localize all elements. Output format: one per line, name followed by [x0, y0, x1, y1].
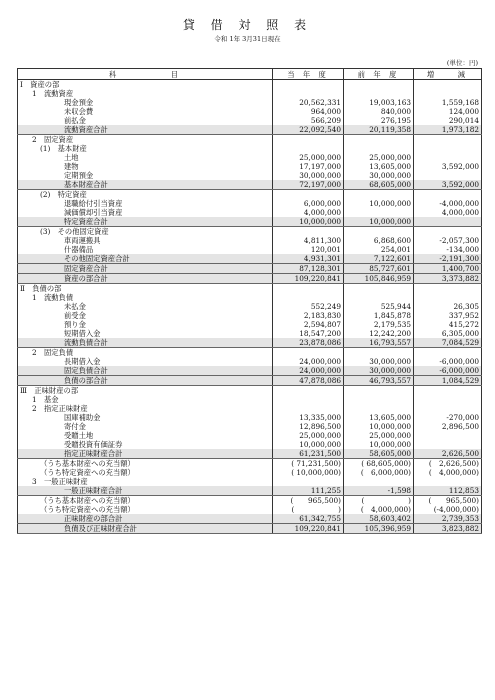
previous-year-value: ( 6,000,000): [344, 468, 414, 477]
change-value: [414, 386, 482, 396]
current-year-value: 4,811,300: [273, 236, 344, 245]
table-row: [18, 395, 482, 404]
current-year-value: [273, 386, 344, 396]
previous-year-value: 30,000,000: [344, 171, 414, 180]
change-value: -2,057,300: [439, 236, 479, 245]
account-label: （うち基本財産への充当額）: [18, 459, 273, 469]
change-value: -6,000,000: [439, 357, 479, 366]
previous-year-value: 85,727,601: [344, 264, 414, 274]
account-label: (3) その他固定資産: [18, 227, 273, 237]
change-value: [414, 404, 482, 413]
current-year-value: 24,000,000: [273, 366, 344, 376]
table-row: [18, 329, 482, 338]
previous-year-value: [344, 293, 414, 302]
change-value: [414, 217, 482, 227]
account-label: 前受金: [18, 311, 273, 320]
previous-year-value: 6,868,600: [344, 236, 414, 245]
account-label: 流動負債合計: [18, 338, 273, 348]
current-year-value: 30,000,000: [273, 171, 344, 180]
current-year-value: 13,335,000: [273, 413, 344, 422]
change-value: 2,896,500: [441, 422, 479, 431]
account-label: 未収会費: [18, 107, 273, 116]
previous-year-value: [344, 190, 414, 200]
change-value: 112,853: [414, 486, 482, 496]
table-row: [18, 208, 482, 217]
subtotal-row: [18, 264, 482, 274]
current-year-value: 120,001: [273, 245, 344, 254]
table-row: [18, 505, 482, 514]
previous-year-value: 10,000,000: [344, 217, 414, 227]
account-label: Ⅲ 正味財産の部: [18, 386, 273, 396]
previous-year-value: [344, 144, 414, 153]
current-year-value: [273, 348, 344, 358]
previous-year-value: 68,605,000: [344, 180, 414, 190]
previous-year-value: 58,603,402: [344, 514, 414, 524]
previous-year-value: 13,605,000: [344, 162, 414, 171]
account-label: Ⅰ 資産の部: [18, 80, 273, 90]
subtotal-row: [18, 514, 482, 524]
account-label: 国庫補助金: [18, 413, 273, 422]
table-row: [18, 162, 482, 171]
header-change: 増 減: [414, 69, 482, 80]
change-value: ( 4,000,000): [428, 468, 479, 477]
current-year-value: ( 965,500): [273, 496, 344, 506]
change-value: -6,000,000: [414, 366, 482, 376]
current-year-value: [273, 135, 344, 145]
previous-year-value: 19,003,163: [344, 98, 414, 107]
table-row: [18, 153, 482, 162]
account-label: 定期預金: [18, 171, 273, 180]
header-account: 科 目: [18, 69, 273, 80]
account-label: 3 一般正味財産: [18, 477, 273, 486]
current-year-value: [273, 395, 344, 404]
account-label: その他固定資産合計: [18, 254, 273, 264]
change-value: 124,000: [448, 107, 479, 116]
table-header-row: [18, 69, 482, 80]
document-date: 令和 1年 3月31日現在: [214, 35, 281, 43]
previous-year-value: 10,000,000: [344, 440, 414, 449]
current-year-value: 10,000,000: [273, 440, 344, 449]
document-title: 貸 借 対 照 表: [182, 18, 313, 32]
current-year-value: 61,231,500: [273, 449, 344, 459]
table-row: [18, 431, 482, 440]
previous-year-value: [344, 284, 414, 294]
subtotal-row: [18, 217, 482, 227]
change-value: [414, 431, 482, 440]
account-label: 受贈投資有価証券: [18, 440, 273, 449]
previous-year-value: [344, 404, 414, 413]
table-row: [18, 496, 482, 506]
previous-year-value: ( 68,605,000): [344, 459, 414, 469]
current-year-value: [273, 404, 344, 413]
account-label: 減価償却引当資産: [18, 208, 273, 217]
change-value: [414, 190, 482, 200]
table-row: [18, 284, 482, 294]
account-label: 車両運搬具: [18, 236, 273, 245]
previous-year-value: 25,000,000: [344, 431, 414, 440]
change-value: 1,084,529: [414, 376, 482, 386]
table-row: [18, 477, 482, 486]
current-year-value: [273, 477, 344, 486]
previous-year-value: 1,845,878: [344, 311, 414, 320]
subtotal-row: [18, 524, 482, 534]
change-value: -4,000,000: [439, 199, 479, 208]
current-year-value: [273, 227, 344, 237]
current-year-value: 2,594,807: [273, 320, 344, 329]
account-label: 資産の部合計: [18, 274, 273, 284]
subtotal-row: [18, 486, 482, 496]
current-year-value: 61,342,755: [273, 514, 344, 524]
change-value: [414, 80, 482, 90]
previous-year-value: 525,944: [344, 302, 414, 311]
change-value: 415,272: [448, 320, 479, 329]
previous-year-value: 58,605,000: [344, 449, 414, 459]
current-year-value: 25,000,000: [273, 153, 344, 162]
change-value: [414, 477, 482, 486]
change-value: 26,305: [453, 302, 479, 311]
change-value: (-4,000,000): [433, 505, 479, 514]
table-row: [18, 357, 482, 366]
current-year-value: [273, 80, 344, 90]
change-value: 3,373,882: [414, 274, 482, 284]
previous-year-value: 276,195: [344, 116, 414, 125]
table-row: [18, 89, 482, 98]
previous-year-value: [344, 477, 414, 486]
table-row: [18, 80, 482, 90]
current-year-value: 10,000,000: [273, 217, 344, 227]
table-row: [18, 348, 482, 358]
table-row: [18, 171, 482, 180]
previous-year-value: 13,605,000: [344, 413, 414, 422]
current-year-value: [273, 284, 344, 294]
account-label: (2) 特定資産: [18, 190, 273, 200]
subtotal-row: [18, 274, 482, 284]
account-label: 2 指定正味財産: [18, 404, 273, 413]
current-year-value: ( 71,231,500): [273, 459, 344, 469]
account-label: 負債の部合計: [18, 376, 273, 386]
current-year-value: 25,000,000: [273, 431, 344, 440]
subtotal-row: [18, 338, 482, 348]
subtotal-row: [18, 125, 482, 135]
previous-year-value: ( ): [344, 496, 414, 506]
table-row: [18, 440, 482, 449]
current-year-value: 72,197,000: [273, 180, 344, 190]
table-row: [18, 320, 482, 329]
change-value: [414, 440, 482, 449]
subtotal-row: [18, 376, 482, 386]
current-year-value: 4,931,301: [273, 254, 344, 264]
previous-year-value: 2,179,535: [344, 320, 414, 329]
account-label: 特定資産合計: [18, 217, 273, 227]
account-label: 2 固定資産: [18, 135, 273, 145]
account-label: 現金預金: [18, 98, 273, 107]
account-label: Ⅱ 負債の部: [18, 284, 273, 294]
current-year-value: [273, 190, 344, 200]
change-value: ( 2,626,500): [428, 459, 479, 468]
previous-year-value: 20,119,358: [344, 125, 414, 135]
account-label: 1 基金: [18, 395, 273, 404]
account-label: 受贈土地: [18, 431, 273, 440]
table-row: [18, 311, 482, 320]
current-year-value: 566,209: [273, 116, 344, 125]
table-row: [18, 144, 482, 153]
table-row: [18, 404, 482, 413]
previous-year-value: 12,242,200: [344, 329, 414, 338]
previous-year-value: 105,846,959: [344, 274, 414, 284]
current-year-value: 109,220,841: [273, 524, 344, 534]
current-year-value: 964,000: [273, 107, 344, 116]
account-label: 土地: [18, 153, 273, 162]
current-year-value: 6,000,000: [273, 199, 344, 208]
account-label: 寄付金: [18, 422, 273, 431]
current-year-value: [273, 293, 344, 302]
current-year-value: [273, 144, 344, 153]
account-label: (1) 基本財産: [18, 144, 273, 153]
table-row: [18, 199, 482, 208]
previous-year-value: -1,598: [344, 486, 414, 496]
table-row: [18, 459, 482, 469]
change-value: 1,973,182: [414, 125, 482, 135]
change-value: [414, 348, 482, 358]
change-value: 337,952: [448, 311, 479, 320]
previous-year-value: 10,000,000: [344, 422, 414, 431]
current-year-value: 47,878,086: [273, 376, 344, 386]
table-row: [18, 190, 482, 200]
account-label: 正味財産の部合計: [18, 514, 273, 524]
change-value: [414, 171, 482, 180]
change-value: -134,000: [446, 245, 479, 254]
header-previous-year: 前 年 度: [344, 69, 414, 80]
change-value: 290,014: [448, 116, 479, 125]
previous-year-value: 30,000,000: [344, 366, 414, 376]
account-label: （うち基本財産への充当額）: [18, 496, 273, 506]
current-year-value: 552,249: [273, 302, 344, 311]
unit-label: (単位：円): [446, 59, 478, 67]
current-year-value: 24,000,000: [273, 357, 344, 366]
table-row: [18, 227, 482, 237]
current-year-value: 17,197,000: [273, 162, 344, 171]
previous-year-value: [344, 348, 414, 358]
balance-sheet-table: [17, 68, 482, 534]
table-row: [18, 135, 482, 145]
change-value: [414, 153, 482, 162]
account-label: 1 流動負債: [18, 293, 273, 302]
account-label: （うち特定資産への充当額）: [18, 468, 273, 477]
previous-year-value: [344, 80, 414, 90]
account-label: 未払金: [18, 302, 273, 311]
change-value: 4,000,000: [441, 208, 479, 217]
change-value: [414, 395, 482, 404]
table-row: [18, 468, 482, 477]
change-value: [414, 135, 482, 145]
previous-year-value: 16,793,557: [344, 338, 414, 348]
previous-year-value: ( 4,000,000): [344, 505, 414, 514]
current-year-value: 111,255: [273, 486, 344, 496]
current-year-value: ( 10,000,000): [273, 468, 344, 477]
table-row: [18, 302, 482, 311]
account-label: 一般正味財産合計: [18, 486, 273, 496]
previous-year-value: [344, 386, 414, 396]
change-value: 3,823,882: [414, 524, 482, 534]
subtotal-row: [18, 254, 482, 264]
subtotal-row: [18, 180, 482, 190]
previous-year-value: 30,000,000: [344, 357, 414, 366]
account-label: 指定正味財産合計: [18, 449, 273, 459]
previous-year-value: [344, 208, 414, 217]
current-year-value: 22,092,540: [273, 125, 344, 135]
subtotal-row: [18, 449, 482, 459]
change-value: 6,305,000: [441, 329, 479, 338]
change-value: [414, 144, 482, 153]
current-year-value: 20,562,331: [273, 98, 344, 107]
change-value: [414, 227, 482, 237]
previous-year-value: 25,000,000: [344, 153, 414, 162]
account-label: 固定負債合計: [18, 366, 273, 376]
previous-year-value: 254,001: [344, 245, 414, 254]
previous-year-value: [344, 227, 414, 237]
current-year-value: 12,896,500: [273, 422, 344, 431]
change-value: 1,400,700: [414, 264, 482, 274]
previous-year-value: [344, 89, 414, 98]
change-value: [414, 89, 482, 98]
table-row: [18, 245, 482, 254]
account-label: 2 固定負債: [18, 348, 273, 358]
table-row: [18, 236, 482, 245]
table-row: [18, 107, 482, 116]
change-value: 7,084,529: [414, 338, 482, 348]
account-label: 長期借入金: [18, 357, 273, 366]
current-year-value: [273, 89, 344, 98]
change-value: 2,626,500: [414, 449, 482, 459]
account-label: 什器備品: [18, 245, 273, 254]
previous-year-value: [344, 135, 414, 145]
change-value: ( 965,500): [428, 496, 479, 505]
account-label: 短期借入金: [18, 329, 273, 338]
current-year-value: 18,547,200: [273, 329, 344, 338]
change-value: [414, 284, 482, 294]
account-label: （うち特定資産への充当額）: [18, 505, 273, 514]
account-label: 負債及び正味財産合計: [18, 524, 273, 534]
previous-year-value: 46,793,557: [344, 376, 414, 386]
table-row: [18, 293, 482, 302]
table-row: [18, 386, 482, 396]
change-value: 3,592,000: [414, 180, 482, 190]
current-year-value: 109,220,841: [273, 274, 344, 284]
current-year-value: 2,183,830: [273, 311, 344, 320]
change-value: -2,191,300: [414, 254, 482, 264]
current-year-value: 4,000,000: [273, 208, 344, 217]
account-label: 預り金: [18, 320, 273, 329]
previous-year-value: [344, 395, 414, 404]
table-row: [18, 98, 482, 107]
previous-year-value: 10,000,000: [344, 199, 414, 208]
change-value: 3,592,000: [441, 162, 479, 171]
current-year-value: 23,878,086: [273, 338, 344, 348]
change-value: [414, 293, 482, 302]
previous-year-value: 840,000: [344, 107, 414, 116]
table-row: [18, 422, 482, 431]
table-row: [18, 116, 482, 125]
change-value: 2,739,353: [414, 514, 482, 524]
table-body: [18, 80, 482, 534]
account-label: 建物: [18, 162, 273, 171]
account-label: 固定資産合計: [18, 264, 273, 274]
previous-year-value: 105,396,959: [344, 524, 414, 534]
account-label: 退職給付引当資産: [18, 199, 273, 208]
header-current-year: 当 年 度: [273, 69, 344, 80]
account-label: 1 流動資産: [18, 89, 273, 98]
change-value: -270,000: [446, 413, 479, 422]
account-label: 基本財産合計: [18, 180, 273, 190]
change-value: 1,559,168: [441, 98, 479, 107]
account-label: 流動資産合計: [18, 125, 273, 135]
previous-year-value: 7,122,601: [344, 254, 414, 264]
current-year-value: 87,128,301: [273, 264, 344, 274]
subtotal-row: [18, 366, 482, 376]
table-row: [18, 413, 482, 422]
current-year-value: ( ): [273, 505, 344, 514]
account-label: 前払金: [18, 116, 273, 125]
